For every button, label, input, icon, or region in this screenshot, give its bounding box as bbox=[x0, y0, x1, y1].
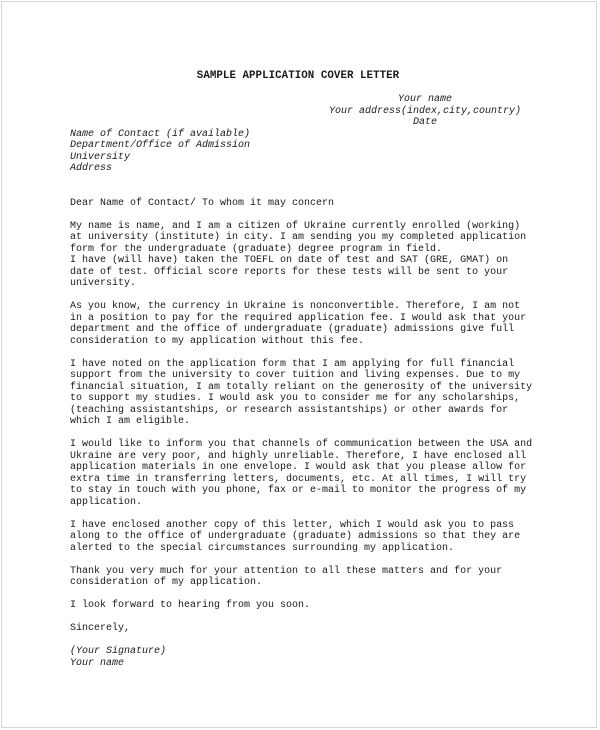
paragraph-currency bbox=[70, 301, 540, 347]
paragraph-line: along to the office of undergraduate (graduate) admissions so that they are bbox=[70, 531, 521, 542]
paragraph-communication bbox=[70, 439, 540, 508]
paragraph-line: in a position to pay for the required application fee. I would ask that your bbox=[70, 312, 527, 324]
sender-name: Your name bbox=[397, 94, 452, 105]
recipient-block bbox=[70, 129, 540, 175]
paragraph-line: consideration of my application. bbox=[70, 577, 263, 588]
paragraph-line: Ukraine are very poor, and highly unreliable. Therefore, I have enclosed all bbox=[70, 450, 527, 462]
paragraph-line: extra time in transferring letters, documents, etc. At all times, I will try bbox=[70, 473, 527, 485]
signature-block bbox=[70, 646, 540, 669]
sender-date: Date bbox=[412, 117, 437, 128]
salutation bbox=[70, 198, 540, 210]
paragraph-line: I have enclosed another copy of this letter, which I would ask you to pass bbox=[70, 519, 515, 531]
paragraph-line: application. bbox=[70, 496, 143, 508]
paragraph-line: consideration to my application without this fee. bbox=[70, 335, 365, 347]
paragraph-line: I would like to inform you that channels of communication between the USA and bbox=[70, 439, 533, 450]
paragraph-line: financial situation, I am totally reliant on the generosity of the university bbox=[70, 381, 533, 393]
paragraph-line: to stay in touch with you phone, fax or e-mail to monitor the progress of my bbox=[70, 485, 527, 496]
document-page bbox=[1, 1, 597, 728]
paragraph-look-forward bbox=[70, 600, 540, 612]
sender-block bbox=[329, 94, 521, 129]
paragraph-line: I have (will have) taken the TOEFL on date of test and SAT (GRE, GMAT) on bbox=[70, 255, 509, 266]
paragraph-financial-support bbox=[70, 359, 540, 428]
closing-text: Sincerely, bbox=[70, 623, 131, 634]
paragraph-line: My name is name, and I am a citizen of Ukraine currently enrolled (working) bbox=[70, 220, 521, 232]
recipient-address: Address bbox=[70, 163, 113, 174]
paragraph-line: As you know, the currency in Ukraine is nonconvertible. Therefore, I am not bbox=[70, 301, 521, 312]
document-title: SAMPLE APPLICATION COVER LETTER bbox=[196, 70, 400, 82]
closing bbox=[70, 623, 540, 635]
paragraph-line: date of test. Official score reports for these tests will be sent to your bbox=[70, 266, 509, 278]
recipient-department: Department/Office of Admission bbox=[70, 140, 251, 151]
paragraph-enclosed-copy bbox=[70, 520, 540, 555]
paragraph-line: I look forward to hearing from you soon. bbox=[70, 600, 311, 611]
paragraph-line: university. bbox=[70, 278, 137, 289]
recipient-university: University bbox=[70, 151, 131, 163]
paragraph-line: (teaching assistantships, or research assistantships) or other awards for bbox=[70, 404, 509, 416]
paragraph-thank-you bbox=[70, 566, 540, 589]
paragraph-line: Thank you very much for your attention to all these matters and for your bbox=[70, 565, 503, 577]
paragraph-introduction bbox=[70, 221, 540, 290]
paragraph-line: form for the undergraduate (graduate) degree program in field. bbox=[70, 243, 443, 255]
paragraph-line: to support my studies. I would ask you to consider me for any scholarships, bbox=[70, 393, 521, 404]
signature-name: Your name bbox=[70, 657, 125, 669]
paragraph-line: support from the university to cover tuition and living expenses. Due to my bbox=[70, 370, 521, 381]
paragraph-line: alerted to the special circumstances surrounding my application. bbox=[70, 542, 455, 554]
paragraph-line: department and the office of undergraduate (graduate) admissions give full bbox=[70, 324, 515, 335]
sender-address: Your address(index,city,country) bbox=[329, 105, 522, 117]
paragraph-line: application materials in one envelope. I would ask that you please allow for bbox=[70, 462, 527, 473]
recipient-contact: Name of Contact (if available) bbox=[70, 128, 251, 140]
paragraph-line: which I am eligible. bbox=[70, 416, 191, 427]
paragraph-line: I have noted on the application form that I am applying for full financial bbox=[70, 358, 515, 370]
cover-letter bbox=[70, 70, 540, 669]
paragraph-line: at university (institute) in city. I am sending you my completed application bbox=[70, 232, 527, 243]
salutation-text: Dear Name of Contact/ To whom it may concern bbox=[70, 197, 335, 209]
signature-label: (Your Signature) bbox=[70, 646, 167, 657]
